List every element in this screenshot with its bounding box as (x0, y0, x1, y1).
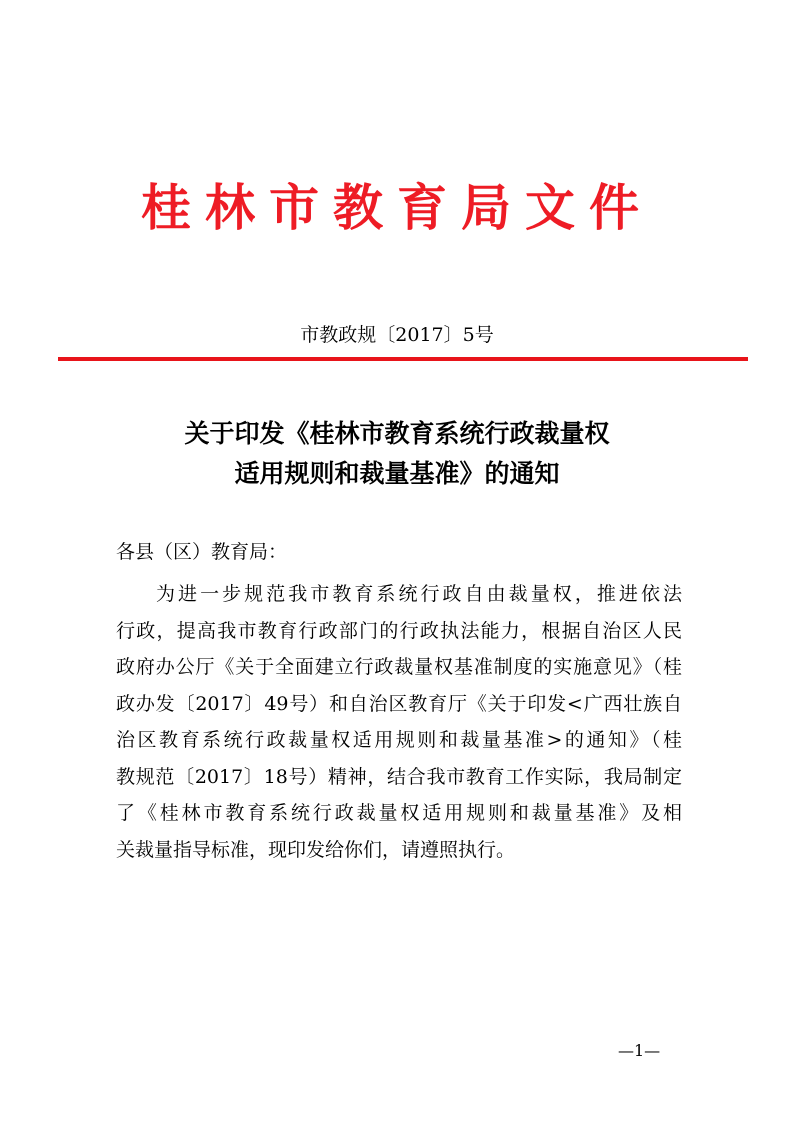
document-number: 市教政规〔2017〕5号 (300, 324, 494, 346)
body-line: 关裁量指导标准，现印发给你们，请遵照执行。 (116, 838, 516, 861)
notice-title-line-2: 适用规则和裁量基准》的通知 (234, 459, 560, 488)
body-line: 行政，提高我市教育行政部门的行政执法能力，根据自治区人民 (116, 619, 682, 642)
body-line: 治区教育系统行政裁量权适用规则和裁量基准>的通知》（桂 (116, 729, 682, 751)
body-line: 为进一步规范我市教育系统行政自由裁量权，推进依法 (156, 583, 682, 605)
red-divider-line (58, 357, 748, 361)
salutation: 各县（区）教育局： (116, 541, 288, 563)
document-header-title: 桂林市教育局文件 (141, 178, 653, 237)
body-line: 政府办公厅《关于全面建立行政裁量权基准制度的实施意见》（桂 (116, 656, 682, 678)
page-number: —1— (618, 1041, 661, 1060)
body-line: 政办发〔2017〕49号）和自治区教育厅《关于印发<广西壮族自 (116, 692, 682, 715)
notice-title (0, 414, 794, 494)
body-line: 教规范〔2017〕18号）精神，结合我市教育工作实际，我局制定 (116, 765, 682, 788)
body-paragraph (116, 576, 682, 868)
body-line: 了《桂林市教育系统行政裁量权适用规则和裁量基准》及相 (116, 802, 682, 824)
notice-title-line-1: 关于印发《桂林市教育系统行政裁量权 (184, 419, 610, 448)
